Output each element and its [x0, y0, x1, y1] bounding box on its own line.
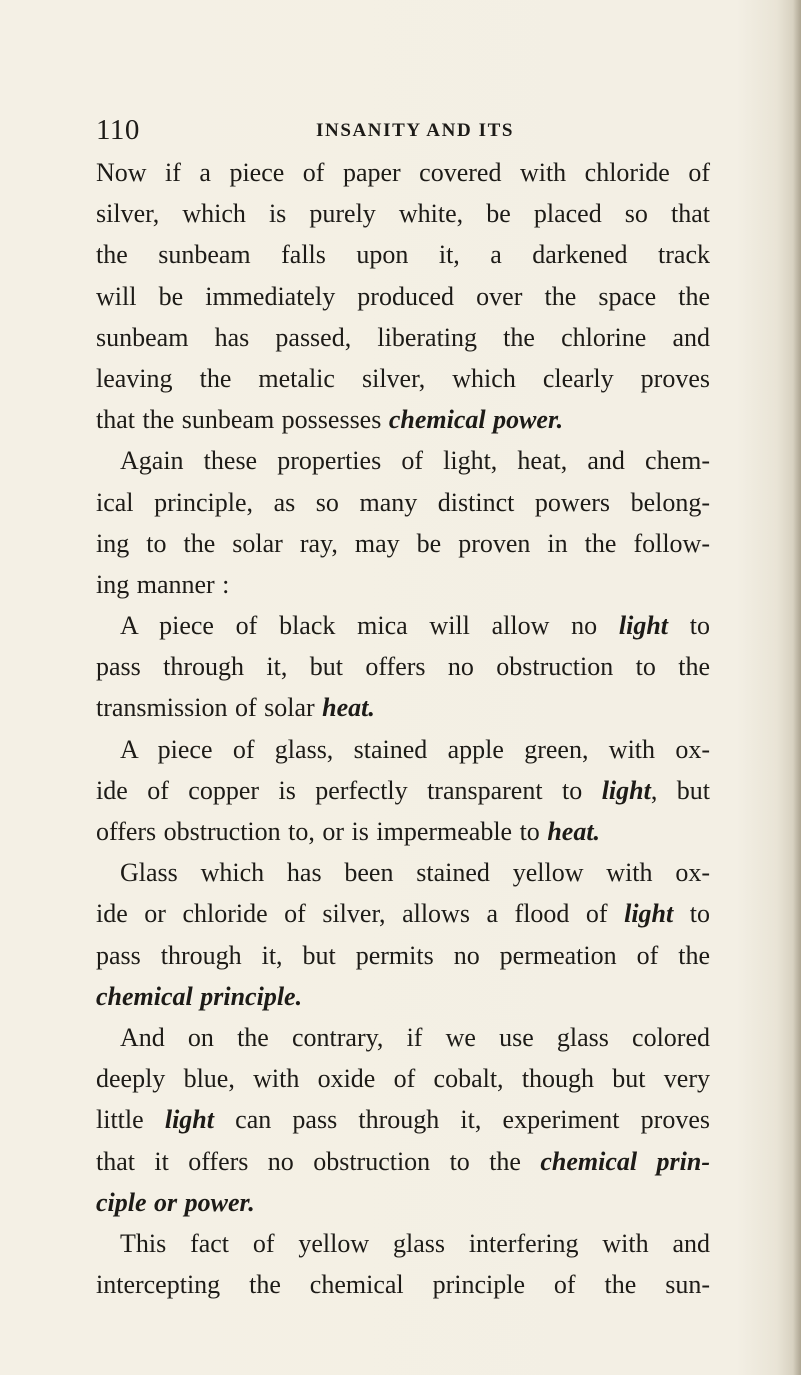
running-head: INSANITY AND ITS — [316, 120, 515, 141]
emphasis: chemical power. — [388, 405, 564, 435]
text-line: A piece of glass, stained apple green, with ox- — [120, 734, 710, 764]
text-line: the sunbeam falls upon it, a darkened track — [96, 240, 710, 270]
emphasis: chemical principle. — [96, 981, 303, 1011]
text-line: that it offers no obstruction to the chemical prin- — [96, 1146, 710, 1176]
text-line: pass through it, but permits no permeation of the — [96, 940, 710, 970]
text-line: leaving the metalic silver, which clearly proves — [96, 363, 710, 393]
text-line: ical principle, as so many distinct powers belong- — [96, 487, 710, 517]
text-line: transmission of solar heat. — [96, 693, 375, 723]
emphasis: light — [618, 611, 669, 641]
text-line: ide of copper is perfectly transparent to light, but — [96, 775, 710, 805]
text-line: ing to the solar ray, may be proven in the follow- — [96, 528, 710, 558]
text-line: offers obstruction to, or is impermeable to heat. — [96, 817, 601, 846]
text-line: And on the contrary, if we use glass colored — [120, 1022, 710, 1052]
text-line: intercepting the chemical principle of the sun- — [96, 1270, 710, 1300]
emphasis: heat. — [322, 693, 375, 723]
text-line: This fact of yellow glass interfering with and — [120, 1228, 710, 1258]
emphasis: light — [624, 899, 674, 929]
text-line — [96, 976, 710, 1017]
emphasis: chemical prin- — [540, 1146, 710, 1176]
emphasis: ciple or power. — [96, 1187, 255, 1217]
page-edge-shadow — [793, 0, 801, 1375]
text-line: sunbeam has passed, liberating the chlorine and — [96, 322, 710, 352]
page-header — [96, 112, 736, 148]
text-line: deeply blue, with oxide of cobalt, though but very — [96, 1064, 710, 1094]
text-line: silver, which is purely white, be placed so that — [96, 199, 710, 229]
emphasis: light — [601, 775, 651, 805]
emphasis: light — [164, 1105, 214, 1135]
body-text — [96, 152, 710, 1305]
text-line — [96, 1182, 710, 1223]
text-line: ide or chloride of silver, allows a flood of light to — [96, 899, 710, 929]
text-line: pass through it, but offers no obstruction to the — [96, 652, 710, 682]
text-line: little light can pass through it, experiment proves — [96, 1105, 710, 1135]
text-line: that the sunbeam possesses chemical power. — [96, 405, 564, 435]
text-line: will be immediately produced over the space the — [96, 281, 710, 311]
page-number: 110 — [96, 114, 140, 146]
text-line: Glass which has been stained yellow with ox- — [120, 858, 710, 888]
emphasis: heat. — [547, 817, 601, 846]
text-line: A piece of black mica will allow no light to — [120, 611, 710, 641]
text-line: Again these properties of light, heat, and chem- — [120, 446, 710, 476]
text-line: ing manner : — [96, 569, 230, 599]
text-line: Now if a piece of paper covered with chloride of — [96, 158, 710, 187]
